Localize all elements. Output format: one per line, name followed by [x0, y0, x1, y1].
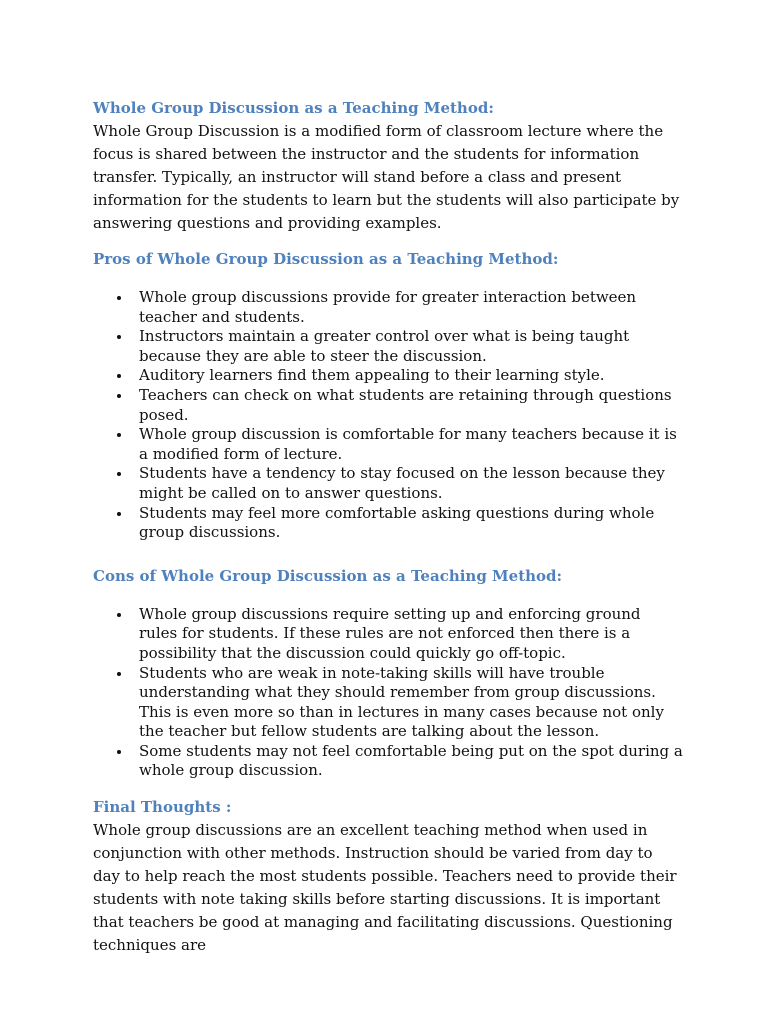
- bullet-icon: [117, 750, 121, 754]
- list-item-text: Students who are weak in note-taking skills will have trouble understanding what they should remember from group discussions. This is even more so than in lectures in many cases because not only the teacher but fellow students are talking about the lesson.: [139, 663, 664, 741]
- intro-heading: Whole Group Discussion as a Teaching Method:: [93, 99, 494, 117]
- bullet-icon: [117, 613, 121, 617]
- cons-list: [93, 605, 683, 781]
- list-item-text: Whole group discussions provide for greater interaction between teacher and students.: [139, 288, 637, 326]
- bullet-icon: [117, 672, 121, 676]
- list-item: [93, 425, 683, 464]
- list-item-text: Some students may not feel comfortable being put on the spot during a whole group discussion.: [139, 741, 683, 780]
- bullet-icon: [117, 433, 121, 437]
- list-item: [93, 327, 683, 366]
- bullet-icon: [117, 374, 121, 378]
- bullet-icon: [117, 472, 121, 476]
- list-item-text: Whole group discussions require setting up and enforcing ground rules for students. If these rules are not enforced then there is a possibility that the discussion could quickly go off-topic.: [139, 604, 641, 662]
- bullet-icon: [117, 512, 121, 516]
- final-paragraph: Whole group discussions are an excellent teaching method when used in conjunction with other methods. Instruction should be varied from day to day to help reach the most students possible. Teachers need to provide their students with note taking skills before starting discussions. It is important that teachers be good at managing and facilitating discussions. Questioning techniques are: [93, 821, 677, 955]
- list-item: [93, 504, 683, 543]
- list-item-text: Students have a tendency to stay focused on the lesson because they might be called on to answer questions.: [139, 464, 665, 502]
- list-item: [93, 288, 683, 327]
- list-item: [93, 386, 683, 425]
- cons-heading: Cons of Whole Group Discussion as a Teaching Method:: [93, 566, 563, 585]
- intro-paragraph: Whole Group Discussion is a modified form of classroom lecture where the focus is shared between the instructor and the students for information transfer. Typically, an instructor will stand before a class and present information for the students to learn but the students will also participate by answering questions and providing examples.: [93, 122, 680, 232]
- list-item-text: Whole group discussion is comfortable for many teachers because it is a modified form of lecture.: [139, 425, 677, 463]
- list-item-text: Students may feel more comfortable asking questions during whole group discussions.: [139, 503, 655, 542]
- list-item: [93, 366, 683, 386]
- bullet-icon: [117, 335, 121, 339]
- list-item: [93, 742, 683, 781]
- bullet-icon: [117, 394, 121, 398]
- list-item-text: Auditory learners find them appealing to their learning style.: [139, 366, 605, 385]
- pros-heading: Pros of Whole Group Discussion as a Teaching Method:: [93, 250, 559, 268]
- bullet-icon: [117, 296, 121, 300]
- list-item: [93, 464, 683, 503]
- list-item: [93, 664, 683, 742]
- final-heading: Final Thoughts :: [93, 798, 232, 817]
- list-item-text: Instructors maintain a greater control over what is being taught because they are able to steer the discussion.: [139, 327, 630, 365]
- list-item: [93, 605, 683, 664]
- list-item-text: Teachers can check on what students are retaining through questions posed.: [139, 385, 672, 424]
- pros-list: [93, 288, 683, 543]
